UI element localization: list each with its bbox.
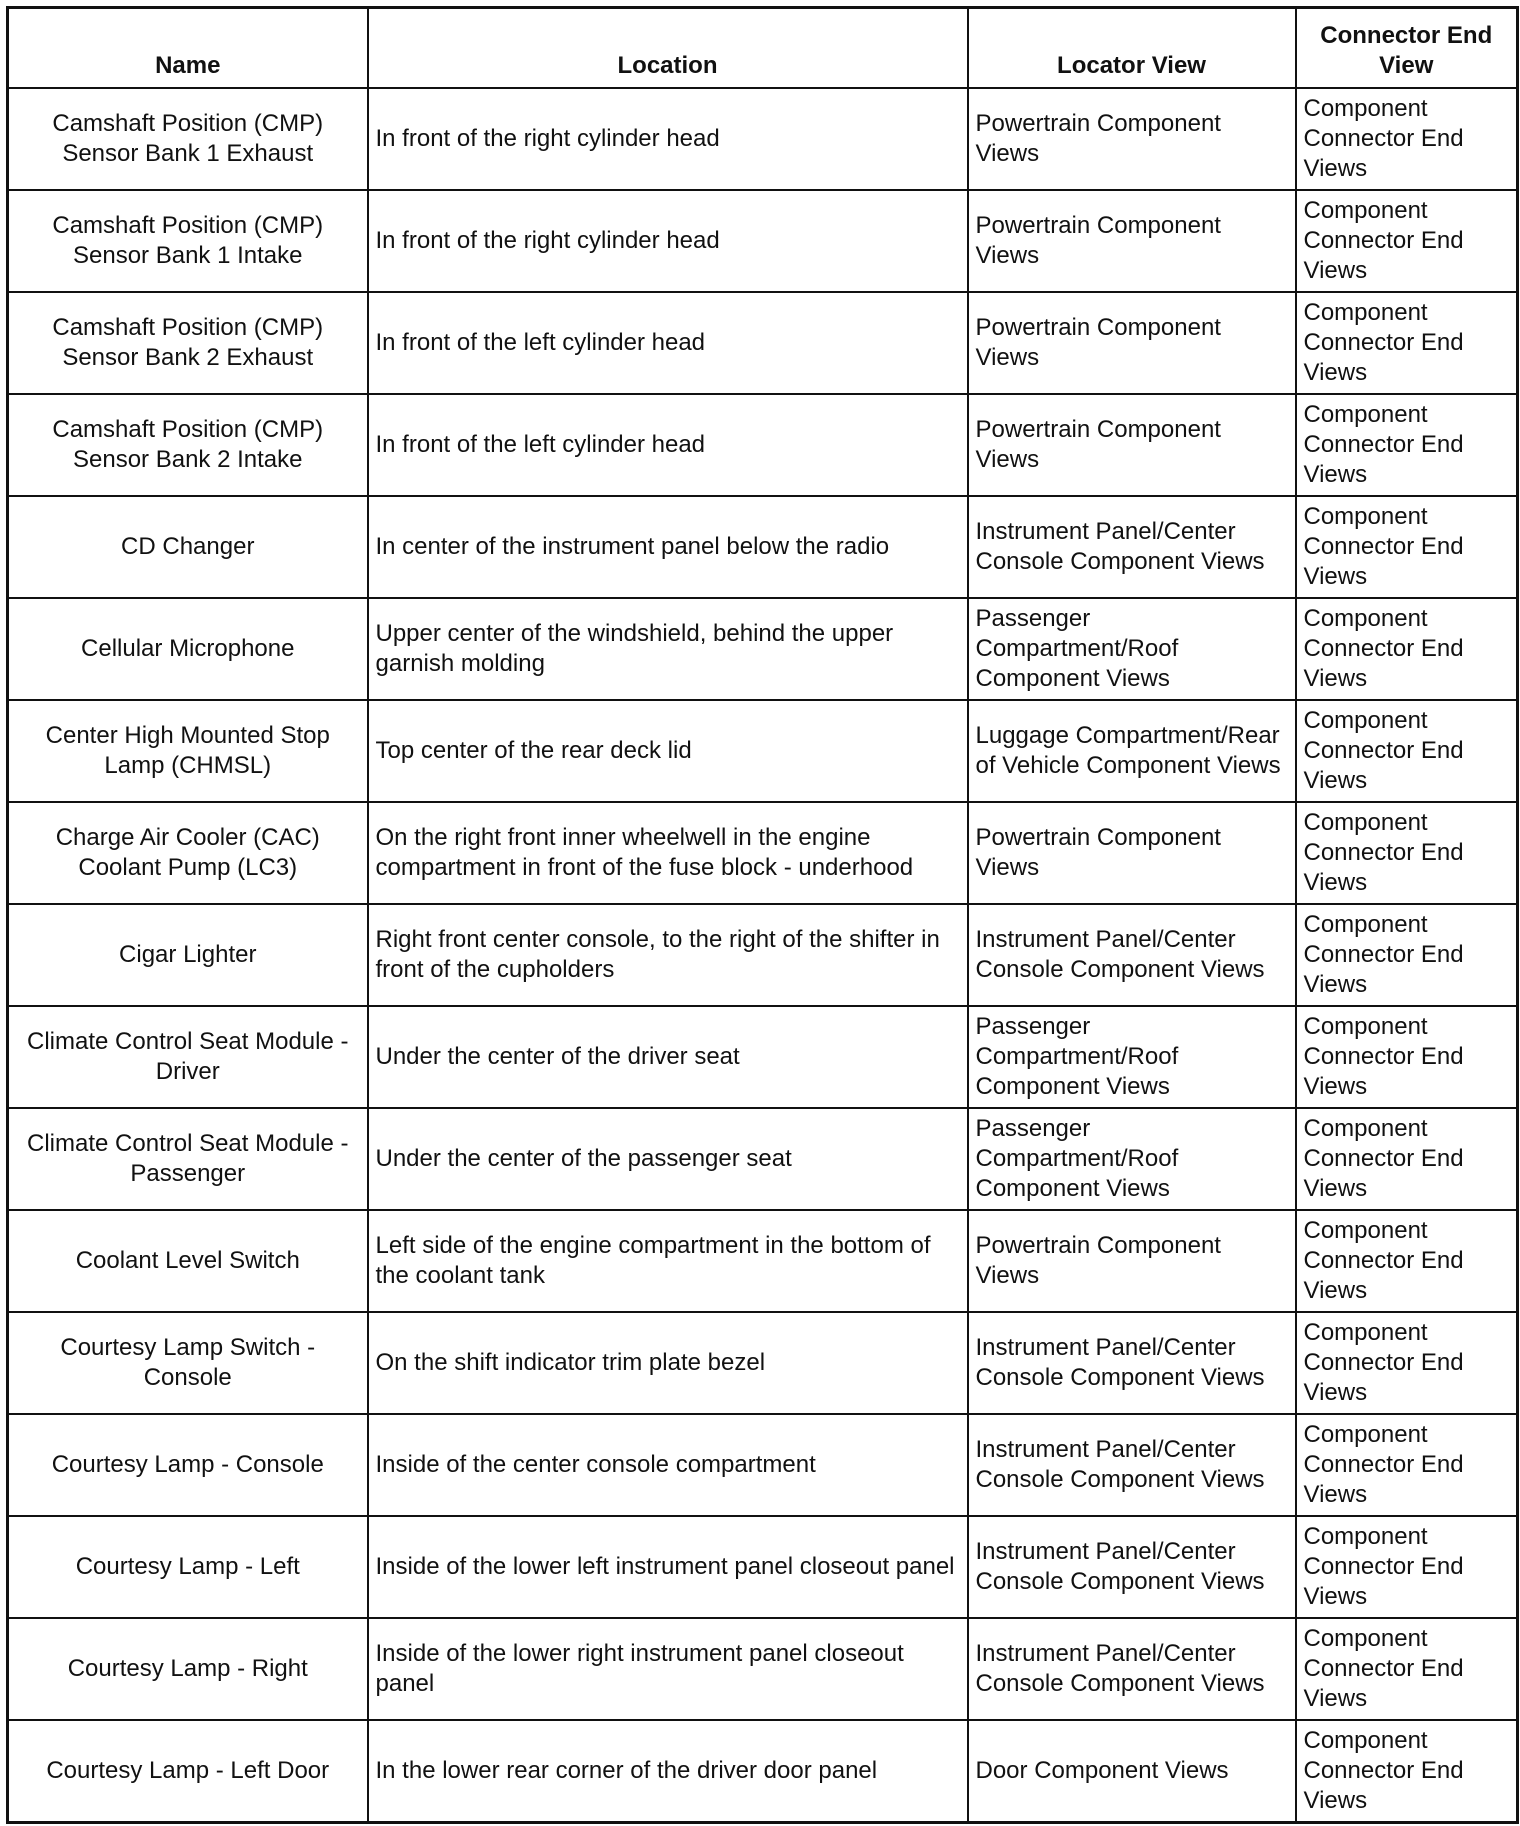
name-cell: Camshaft Position (CMP) Sensor Bank 2 Exhaust (8, 292, 368, 394)
location-cell: Inside of the center console compartment (368, 1414, 968, 1516)
locator-view-link: Powertrain Component Views (968, 190, 1296, 292)
name-cell: Climate Control Seat Module - Driver (8, 1006, 368, 1108)
name-cell: Courtesy Lamp - Left (8, 1516, 368, 1618)
name-cell: Courtesy Lamp - Console (8, 1414, 368, 1516)
locator-view-link: Powertrain Component Views (968, 292, 1296, 394)
locator-view-link: Powertrain Component Views (968, 802, 1296, 904)
name-cell: Courtesy Lamp - Left Door (8, 1720, 368, 1823)
table-row (8, 802, 1518, 904)
location-cell: In center of the instrument panel below the radio (368, 496, 968, 598)
table-row (8, 394, 1518, 496)
component-locator-table (6, 6, 1519, 1824)
locator-view-link: Door Component Views (968, 1720, 1296, 1823)
table-row (8, 1720, 1518, 1823)
location-cell: Top center of the rear deck lid (368, 700, 968, 802)
table-row (8, 1108, 1518, 1210)
connector-end-view-link: Component Connector End Views (1296, 904, 1518, 1006)
table-row (8, 1414, 1518, 1516)
location-cell: Upper center of the windshield, behind the upper garnish molding (368, 598, 968, 700)
table-row (8, 1618, 1518, 1720)
connector-end-view-link: Component Connector End Views (1296, 1618, 1518, 1720)
table-row (8, 88, 1518, 190)
table-row (8, 292, 1518, 394)
name-cell: Climate Control Seat Module - Passenger (8, 1108, 368, 1210)
locator-view-link: Instrument Panel/Center Console Component Views (968, 1618, 1296, 1720)
connector-end-view-link: Component Connector End Views (1296, 1720, 1518, 1823)
locator-view-link: Powertrain Component Views (968, 1210, 1296, 1312)
connector-end-view-link: Component Connector End Views (1296, 88, 1518, 190)
location-cell: In front of the right cylinder head (368, 88, 968, 190)
connector-end-view-link: Component Connector End Views (1296, 1006, 1518, 1108)
locator-view-link: Passenger Compartment/Roof Component Views (968, 598, 1296, 700)
table-row (8, 1210, 1518, 1312)
connector-end-view-link: Component Connector End Views (1296, 802, 1518, 904)
table-row (8, 598, 1518, 700)
connector-end-view-link: Component Connector End Views (1296, 394, 1518, 496)
location-cell: Under the center of the driver seat (368, 1006, 968, 1108)
table-row (8, 1516, 1518, 1618)
location-cell: Left side of the engine compartment in the bottom of the coolant tank (368, 1210, 968, 1312)
header-connector-end-view: Connector End View (1296, 8, 1518, 89)
location-cell: In front of the left cylinder head (368, 292, 968, 394)
locator-view-link: Instrument Panel/Center Console Component Views (968, 1516, 1296, 1618)
name-cell: Cigar Lighter (8, 904, 368, 1006)
location-cell: Inside of the lower right instrument panel closeout panel (368, 1618, 968, 1720)
table-row (8, 700, 1518, 802)
locator-view-link: Instrument Panel/Center Console Component Views (968, 1414, 1296, 1516)
location-cell: Inside of the lower left instrument panel closeout panel (368, 1516, 968, 1618)
location-cell: On the shift indicator trim plate bezel (368, 1312, 968, 1414)
name-cell: CD Changer (8, 496, 368, 598)
header-row (8, 8, 1518, 89)
name-cell: Center High Mounted Stop Lamp (CHMSL) (8, 700, 368, 802)
location-cell: In front of the right cylinder head (368, 190, 968, 292)
connector-end-view-link: Component Connector End Views (1296, 700, 1518, 802)
name-cell: Camshaft Position (CMP) Sensor Bank 1 Intake (8, 190, 368, 292)
locator-view-link: Luggage Compartment/Rear of Vehicle Component Views (968, 700, 1296, 802)
table-row (8, 1006, 1518, 1108)
connector-end-view-link: Component Connector End Views (1296, 1312, 1518, 1414)
locator-view-link: Powertrain Component Views (968, 88, 1296, 190)
table-row (8, 904, 1518, 1006)
connector-end-view-link: Component Connector End Views (1296, 1516, 1518, 1618)
location-cell: Right front center console, to the right of the shifter in front of the cupholders (368, 904, 968, 1006)
connector-end-view-link: Component Connector End Views (1296, 1108, 1518, 1210)
table-header (8, 8, 1518, 89)
locator-view-link: Instrument Panel/Center Console Component Views (968, 496, 1296, 598)
header-locator-view: Locator View (968, 8, 1296, 89)
location-cell: Under the center of the passenger seat (368, 1108, 968, 1210)
connector-end-view-link: Component Connector End Views (1296, 190, 1518, 292)
name-cell: Charge Air Cooler (CAC) Coolant Pump (LC3) (8, 802, 368, 904)
table-row (8, 1312, 1518, 1414)
name-cell: Courtesy Lamp - Right (8, 1618, 368, 1720)
name-cell: Cellular Microphone (8, 598, 368, 700)
location-cell: In the lower rear corner of the driver door panel (368, 1720, 968, 1823)
table-body (8, 88, 1518, 1823)
location-cell: On the right front inner wheelwell in the engine compartment in front of the fuse block - underhood (368, 802, 968, 904)
connector-end-view-link: Component Connector End Views (1296, 1414, 1518, 1516)
locator-view-link: Instrument Panel/Center Console Component Views (968, 904, 1296, 1006)
table-row (8, 496, 1518, 598)
locator-view-link: Powertrain Component Views (968, 394, 1296, 496)
header-location: Location (368, 8, 968, 89)
location-cell: In front of the left cylinder head (368, 394, 968, 496)
locator-view-link: Passenger Compartment/Roof Component Views (968, 1006, 1296, 1108)
header-name: Name (8, 8, 368, 89)
connector-end-view-link: Component Connector End Views (1296, 496, 1518, 598)
locator-view-link: Instrument Panel/Center Console Component Views (968, 1312, 1296, 1414)
connector-end-view-link: Component Connector End Views (1296, 292, 1518, 394)
connector-end-view-link: Component Connector End Views (1296, 598, 1518, 700)
name-cell: Coolant Level Switch (8, 1210, 368, 1312)
table-row (8, 190, 1518, 292)
locator-view-link: Passenger Compartment/Roof Component Views (968, 1108, 1296, 1210)
name-cell: Camshaft Position (CMP) Sensor Bank 2 Intake (8, 394, 368, 496)
connector-end-view-link: Component Connector End Views (1296, 1210, 1518, 1312)
name-cell: Camshaft Position (CMP) Sensor Bank 1 Exhaust (8, 88, 368, 190)
name-cell: Courtesy Lamp Switch - Console (8, 1312, 368, 1414)
